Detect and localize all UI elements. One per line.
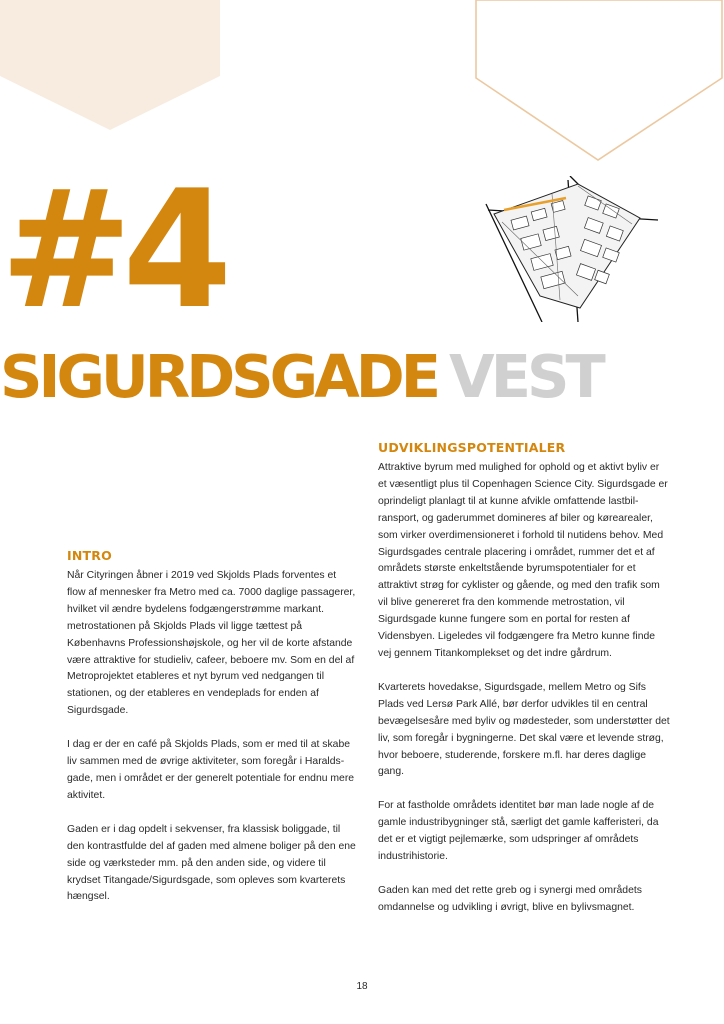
potential-heading: UDVIKLINGSPOTENTIALER	[378, 440, 566, 455]
section-number: #4	[0, 155, 223, 346]
hexagon-outline-decoration	[470, 0, 724, 165]
site-map-illustration	[482, 176, 662, 322]
page-title	[0, 342, 602, 411]
intro-paragraph: Når Cityringen åbner i 2019 ved Skjolds Plads forventes et flow af mennesker fra Metro med ca. 7000 daglige passagerer, hvilket vil ændre bydelens fodgængerstrømme markant. metrostationen på Skjolds Plads vil ligge tættest på Københavns Professionshøjskole, og her vil de korte afstande være attraktive for studieliv, cafeer, beboere mv. Som en del af Metroprojektet etableres et nyt byrum ved nedgangen til stationen, og der etableres en vendeplads for enden af Sigurdsgade.	[67, 570, 356, 717]
title-primary: SIGURDSGADE	[0, 342, 438, 411]
potential-paragraph: Gaden kan med det rette greb og i synergi med områdets omdannelse og udvikling i øvrigt, blive en bylivsmagnet.	[378, 884, 642, 913]
title-secondary: VEST	[449, 342, 602, 411]
potential-section	[378, 440, 670, 934]
intro-paragraph: Gaden er i dag opdelt i sekvenser, fra klassisk boliggade, til den kontrastfulde del af gaden med almene boliger på den ene side og værksteder mm. på den anden side, og videre til krydset Titangade/Sigurdsgade, som opleves som kvarterets hængsel.	[67, 823, 356, 903]
page-number: 18	[356, 981, 368, 992]
potential-paragraph: Attraktive byrum med mulighed for ophold og et aktivt byliv er et væsentligt plus til Copenhagen Science City. Sigurdsgade er oprindeligt planlagt til at kunne afvikle omfattende lastbil-ransport, og gaderummet domineres af biler og kørearealer, som virker overdimensioneret i forhold til nutidens behov. Med Sigurdsgades centrale placering i området, rummer det et af områdets største enkeltstående byrumspotentialer for et attraktivt strøg for cyklister og gående, og med den trafik som vil blive genereret fra den kommende metrostation, vil Sigurdsgade kunne fungere som en portal for resten af Vidensbyen. Ligeledes vil fodgængere fra Metro kunne finde vej gennem Titankomplekset og det indre gårdrum.	[378, 462, 668, 659]
hexagon-fill-decoration	[0, 0, 230, 130]
intro-section	[67, 548, 357, 923]
intro-heading: INTRO	[67, 548, 112, 563]
intro-paragraph: I dag er der en café på Skjolds Plads, som er med til at skabe liv sammen med de øvrige aktiviteter, som foregår i Haralds-gade, men i området er der generelt potentiale for endnu mere aktivitet.	[67, 739, 355, 801]
potential-paragraph: For at fastholde områdets identitet bør man lade nogle af de gamle industribygninger stå, særligt det gamle kafferisteri, da det er et vigtigt pejlemærke, som udspringer af områdets industrihistorie.	[378, 800, 659, 863]
potential-paragraph: Kvarterets hovedakse, Sigurdsgade, mellem Metro og Sifs Plads ved Lersø Park Allé, bør derfor udvikles til en central bevægelsesåre med byliv og mødesteder, som understøtter det liv, som foregår i bygningerne. Det skal være et levende strøg, hvor beboere, studerende, forskere m.fl. har deres daglige gang.	[378, 681, 670, 778]
